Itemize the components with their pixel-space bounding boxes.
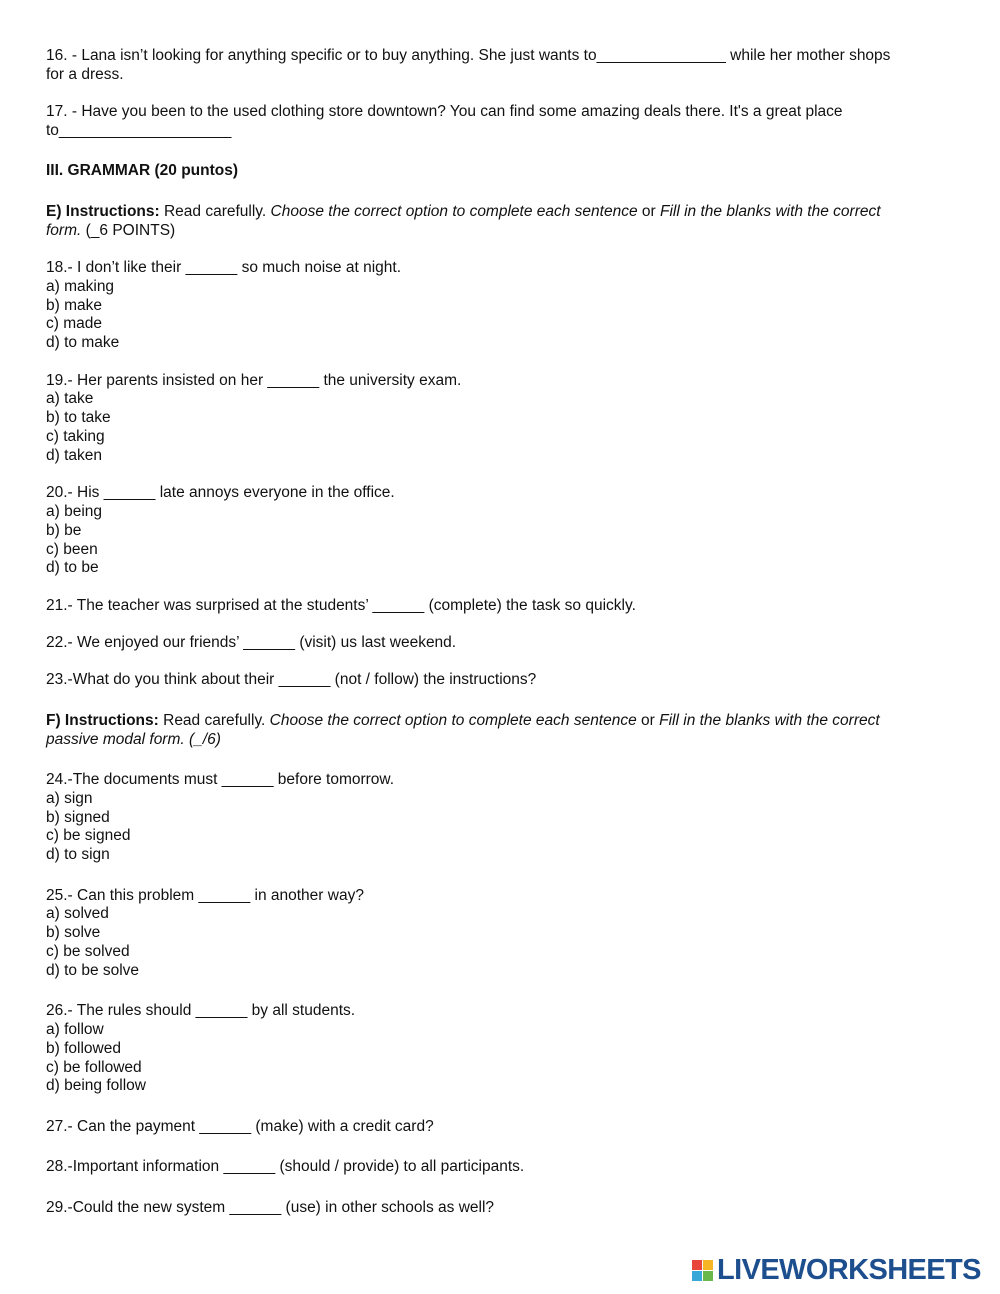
instructions-f xyxy=(46,712,946,750)
instructions-e-points: (_6 POINTS) xyxy=(81,221,176,239)
logo-tile-green xyxy=(703,1271,713,1281)
question-25-stem: 25.- Can this problem ______ in another way? xyxy=(46,886,364,904)
question-16-line-1: 16. - Lana isn’t looking for anything specific or to buy anything. She just wants to_______________ while her mother shops xyxy=(46,47,891,64)
question-24-option-a: a) sign xyxy=(46,789,93,807)
question-24-option-c: c) be signed xyxy=(46,827,131,845)
question-18-option-c: c) made xyxy=(46,315,102,333)
instructions-f-italic-3: passive modal form. (_/6) xyxy=(46,730,221,748)
question-19-stem: 19.- Her parents insisted on her ______ the university exam. xyxy=(46,371,462,389)
question-26-stem: 26.- The rules should ______ by all students. xyxy=(46,1002,356,1020)
instructions-e-italic-2: Fill in the blanks with the correct xyxy=(660,202,881,220)
question-18-option-d: d) to make xyxy=(46,334,120,352)
question-25-option-c: c) be solved xyxy=(46,943,130,961)
question-20-option-d: d) to be xyxy=(46,559,99,577)
instructions-e-text-2: or xyxy=(637,202,660,220)
question-19-option-d: d) taken xyxy=(46,446,103,464)
logo-tile-yellow xyxy=(703,1260,713,1270)
instructions-f-text-2: or xyxy=(636,711,660,729)
logo-tile-red xyxy=(692,1260,702,1270)
question-18-stem: 18.- I don’t like their ______ so much noise at night. xyxy=(46,258,401,276)
instructions-e-text-1: Read carefully. xyxy=(159,202,271,220)
question-20-option-a: a) being xyxy=(46,502,103,520)
instructions-f-label: F) Instructions: xyxy=(46,711,159,729)
question-20-option-c: c) been xyxy=(46,540,98,558)
question-18-option-b: b) make xyxy=(46,296,102,314)
question-23: 23.-What do you think about their ______ (not / follow) the instructions? xyxy=(46,671,537,689)
instructions-e-label: E) Instructions: xyxy=(46,202,160,220)
question-19-option-a: a) take xyxy=(46,390,94,408)
question-17-line-2: to____________________ xyxy=(46,121,232,139)
question-22: 22.- We enjoyed our friends’ ______ (visit) us last weekend. xyxy=(46,634,457,652)
instructions-f-text-1: Read carefully. xyxy=(158,711,270,729)
question-21: 21.- The teacher was surprised at the students’ ______ (complete) the task so quickly. xyxy=(46,596,636,614)
liveworksheets-logo xyxy=(692,1254,981,1286)
question-19-option-b: b) to take xyxy=(46,409,111,427)
instructions-f-italic-1: Choose the correct option to complete each sentence xyxy=(269,711,637,729)
question-20 xyxy=(46,484,946,578)
instructions-e xyxy=(46,203,946,241)
question-26-option-d: d) being follow xyxy=(46,1077,146,1095)
logo-tile-blue xyxy=(692,1271,702,1281)
question-24-stem: 24.-The documents must ______ before tomorrow. xyxy=(46,771,395,789)
question-29: 29.-Could the new system ______ (use) in other schools as well? xyxy=(46,1198,495,1216)
question-25-option-b: b) solve xyxy=(46,924,101,942)
question-24 xyxy=(46,771,946,865)
question-17-line-1: 17. - Have you been to the used clothing store downtown? You can find some amazing deals there. It's a great place xyxy=(46,103,843,121)
question-19 xyxy=(46,372,946,466)
question-25-option-a: a) solved xyxy=(46,905,109,923)
question-25 xyxy=(46,887,946,981)
question-27: 27.- Can the payment ______ (make) with a credit card? xyxy=(46,1117,434,1135)
liveworksheets-logo-text: LIVEWORKSHEETS xyxy=(717,1253,981,1286)
question-25-option-d: d) to be solve xyxy=(46,961,140,979)
section-title-grammar: III. GRAMMAR (20 puntos) xyxy=(46,162,239,180)
question-24-option-b: b) signed xyxy=(46,808,110,826)
instructions-e-italic-1: Choose the correct option to complete each sentence xyxy=(270,202,638,220)
question-26-option-c: c) be followed xyxy=(46,1058,142,1076)
instructions-f-italic-2: Fill in the blanks with the correct xyxy=(659,711,880,729)
worksheet-page xyxy=(46,47,946,1217)
question-24-option-d: d) to sign xyxy=(46,846,110,864)
question-26 xyxy=(46,1002,946,1096)
question-18-option-a: a) making xyxy=(46,277,115,295)
question-18 xyxy=(46,259,946,353)
question-20-option-b: b) be xyxy=(46,521,82,539)
question-26-option-a: a) follow xyxy=(46,1021,104,1038)
question-20-stem: 20.- His ______ late annoys everyone in the office. xyxy=(46,484,395,502)
question-16-line-2: for a dress. xyxy=(46,65,124,83)
question-19-option-c: c) taking xyxy=(46,427,105,445)
question-26-option-b: b) followed xyxy=(46,1039,121,1057)
instructions-e-italic-3: form. xyxy=(46,221,82,239)
question-28: 28.-Important information ______ (should / provide) to all participants. xyxy=(46,1158,525,1176)
liveworksheets-logo-icon xyxy=(692,1260,713,1281)
